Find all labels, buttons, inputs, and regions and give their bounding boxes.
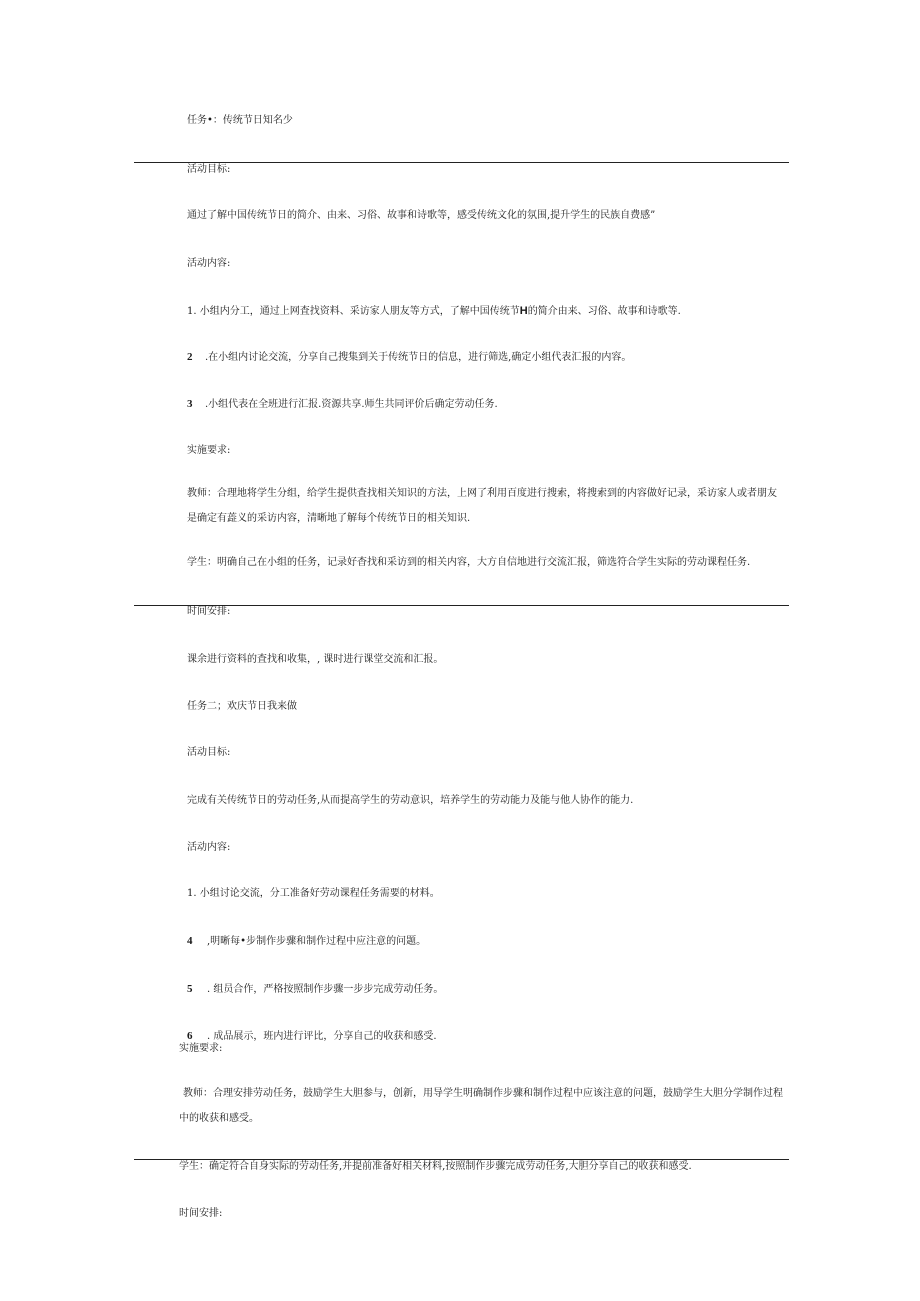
divider (134, 1159, 789, 1160)
task2-teacher-line-2: 中的收获和感受。 (179, 1113, 259, 1124)
task1-teacher-line-1: 教师：合理地将学生分组，给学生提供査找相关知识的方法，上网了利用百度进行搜索，将搜索到的内容做好记录，采访家人或者朋友 (187, 488, 777, 499)
task2-step-6 (187, 1030, 437, 1043)
task1-title: 任务•：传统节日知名少 (187, 115, 293, 126)
task2-goal-text: 完成有关传统节日的劳动任务,从而提高学生的劳动意识，培养学生的劳动能力及能与他人协作的能力. (187, 795, 634, 806)
task2-content-label: 活动内容: (187, 842, 231, 853)
task2-step-4-text: ,明晰每•步制作步骤和制作过程中应注意的问题。 (207, 936, 427, 947)
task1-content-label: 活动内容: (187, 258, 231, 269)
task2-step-5-number: 5 (187, 983, 193, 995)
task1-step-2-text: .在小组内讨论交流，分享自己搜集到关于传统节日的信息，进行筛选,确定小组代表汇报的内容。 (205, 352, 632, 363)
divider (134, 605, 789, 606)
task1-step-2-number: 2 (187, 351, 193, 363)
task2-step-6-text: . 成品展示，班内进行评比，分享自己的收获和感受. (207, 1031, 437, 1042)
task1-step-1-post: 的简介由来、习俗、故事和诗歌等. (527, 306, 681, 317)
task2-step-5 (187, 983, 443, 996)
task1-requirements-label: 实施要求: (187, 445, 231, 456)
task2-student-text: 学生：确定符合自身实际的劳动任务,并提前准备好相关材料,按照制作步骤完成劳动任务,大胆分享自己的收获和感受. (179, 1161, 692, 1172)
task1-step-3-number: 3 (187, 398, 193, 410)
task1-goal-label: 活动目标: (187, 164, 231, 175)
task1-time-text: 课余进行资料的査找和收集，, 课时进行课堂交流和汇报。 (187, 654, 444, 665)
task1-step-1 (187, 305, 681, 318)
task1-step-3 (187, 398, 498, 411)
divider (134, 162, 789, 163)
task2-step-6-number: 6 (187, 1030, 193, 1042)
task2-title: 任务二；欢庆节日我来做 (187, 701, 297, 712)
task2-teacher-line-1: 教师：合理安排劳动任务，鼓励学生大胆参与，创新，用导学生明确制作步骤和制作过程中应该注意的问题，鼓励学生大胆分学制作过程 (183, 1088, 783, 1099)
task1-step-1-bold: H (519, 305, 528, 317)
task1-time-label: 时间安排: (187, 606, 231, 617)
task2-time-label: 时间安排: (179, 1208, 223, 1219)
task2-step-4 (187, 935, 426, 948)
task1-teacher-line-2: 是确定有蕋义的采访内容，清晰地了解每个传统节日的相关知识. (187, 513, 471, 524)
task2-step-5-text: . 组员合作，严格按照制作步骤一步步完成劳动任务。 (207, 984, 444, 995)
task1-step-2 (187, 351, 631, 364)
task1-step-3-text: .小组代表在全班进行汇报.资源共享.师生共同评价后确定劳动任务. (205, 399, 498, 410)
task2-step-4-number: 4 (187, 935, 193, 947)
task1-step-1-pre: 1. 小组内分工，通过上网査找资料、采访家人朋友等方式，了解中国传统节 (187, 306, 520, 317)
task2-goal-label: 活动目标: (187, 747, 231, 758)
task2-step-1: 1. 小组讨论交流，分工准备好劳动课程任务需要的材料。 (187, 888, 440, 899)
task1-goal-text: 通过了解中国传统节日的简介、由来、习俗、故事和诗歌等，感受传统文化的氛围,提升学生的民族自费感” (187, 210, 656, 221)
task1-student-text: 学生：明确自己在小组的任务，记录好杳找和采访到的相关内容，大方自信地进行交流汇报，筛选符合学生实际的劳动课程任务. (187, 557, 751, 568)
task2-requirements-label: 实施要求: (179, 1043, 223, 1054)
